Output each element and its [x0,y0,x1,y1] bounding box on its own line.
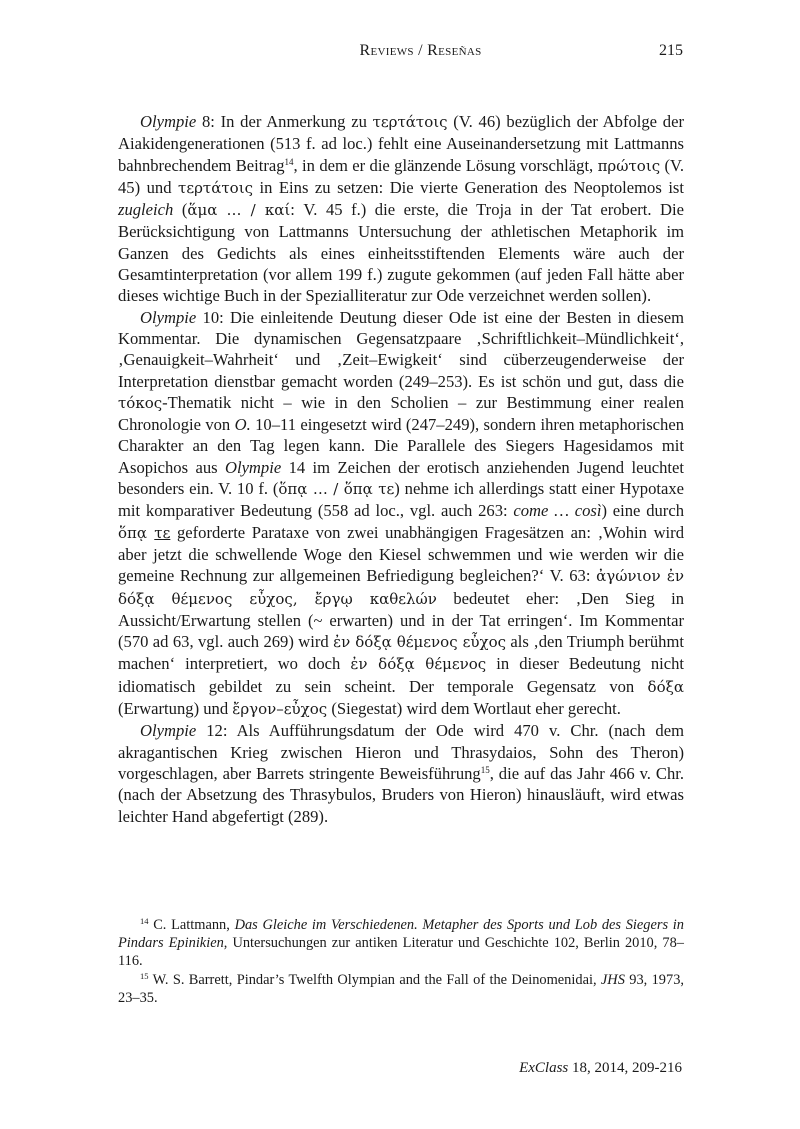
text-run: ( [173,200,188,220]
paragraph-olympie-8 [118,111,684,307]
greek-text: ἔργον–εὖχος [232,700,328,719]
running-head: Reviews / Reseñas [359,42,482,59]
italic-text: Das Gleiche im Verschiedenen. Metapher des Sports und Lob des Siegers in Pindars Epinikien [118,917,684,952]
journal-name: ExClass [519,1060,569,1076]
greek-text-underlined: τε [154,523,171,542]
text-run: 10–11 eingesetzt wird (247–249), sondern ihren metaphorischen Charakter an den Tag legen kann. Die Parallele des Siegers Hagesidamos mit Asopichos aus [118,415,684,477]
text-run: C. Lattmann, [148,917,235,933]
journal-citation [519,1060,682,1077]
text-run: 8: In der Anmerkung zu [196,112,373,131]
text-run: geforderte Parataxe von zwei unabhängigen Fragesätzen an: ‚Wohin wird aber jetzt die schwellende Woge den Kiesel schwemmen und wie werden wir die gemeine Rechnung zur allgemeinen Befriedigung begleichen?‘ V. 63: [118,522,684,586]
italic-text: zugleich [118,200,174,220]
text-run: als ‚den Triumph berühmt machen‘ interpretiert, wo doch [118,632,684,674]
greek-text: ἐν δόξᾳ θέμενος [350,655,487,674]
greek-text: ἐν δόξᾳ θέμενος εὖχος [333,633,507,652]
text-run: in Eins zu setzen: Die vierte Generation des Neoptolemos ist [252,177,685,197]
italic-text: Olympie [140,307,197,327]
body-text [118,111,684,827]
text-run: 14 im Zeichen der erotisch anziehenden Jugend leuchtet besonders ein. V. 10 f. ( [118,457,685,499]
text-run: , die auf das Jahr 466 v. Chr. (nach der Absetzung des Thrasybulos, Bruders von Hieron) hinausläuft, wird etwas leichter Hand abgefertigt (289). [118,763,685,826]
italic-text: Olympie [140,112,197,131]
text-run: , in dem er die glänzende Lösung vorschlägt, [293,155,598,175]
footnote-15 [118,971,684,1007]
footnote-ref: 14 [284,156,294,167]
text-run: (V. 46) bezüglich der Abfolge der Aiakidengenerationen (513 f. ad loc.) fehlt eine Auseinandersetzung mit Lattmanns bahnbrechendem Beitrag [118,112,684,175]
text-run: W. S. Barrett, Pindar’s Twelfth Olympian and the Fall of the Deinomenidai, [148,971,601,988]
text-run: in dieser Bedeutung nicht idiomatisch gebildet zu sein scheint. Der temporale Gegensatz von [118,654,685,696]
italic-text: JHS [600,971,625,988]
greek-text: ὅπᾳ … / ὅπᾳ τε [278,480,395,499]
text-run: ) eine durch [601,501,684,521]
text-run: (Siegestat) wird dem Wortlaut eher gerecht. [327,699,621,719]
italic-text: Olympie [140,721,197,741]
text-run: -Thematik nicht – wie in den Scholien – zur Bestimmung einer realen Chronologie von [118,392,684,435]
text-run: bedeutet eher: ‚Den Sieg in Aussicht/Erwartung stellen (~ erwarten) und in der Tat erringen‘. Im Kommentar (570 ad 63, vgl. auch 269) wird [118,588,684,652]
greek-text: ὅπᾳ [118,523,155,542]
greek-text: τερτάτοις [372,113,448,131]
page-number: 215 [659,42,683,59]
footnotes [118,916,684,1007]
paragraph-olympie-10 [118,307,684,721]
journal-volume-pages: 18, 2014, 209-216 [568,1060,682,1076]
italic-text: come … così [513,501,602,521]
text-run: 12: Als Aufführungsdatum der Ode wird 470 v. Chr. (nach dem akragantischen Krieg zwischen Hieron und Thrasydaios, Sohn des Theron) vorgeschlagen, aber Barrets stringente Beweisführung [118,721,684,783]
greek-text: τόκος [118,393,163,412]
greek-text: δόξα [647,677,684,696]
greek-text: ἅμα … / καί [187,201,291,220]
footnote-ref: 15 [480,764,490,775]
paragraph-olympie-12 [118,720,684,826]
text-run: (V. 45) und [118,155,684,197]
text-run: : V. 45 f.) die erste, die Troja in der Tat erobert. Die Berücksichtigung von Lattmanns Untersuchung der athletischen Metaphorik im Ganzen des Gedichts als eines einheitsstiftenden Elements wäre auch der Gesamtinterpretation (vor allem 199 f.) zugute gekommen (auf jeden Fall hätte aber dieses wichtige Buch in der Spezialliteratur zur Ode verzeichnet werden sollen). [118,200,684,306]
text-run: 10: Die einleitende Deutung dieser Ode ist eine der Besten in diesem Kommentar. Die dynamischen Gegensatzpaare ‚Schriftlichkeit–Mündlichkeit‘, ‚Genauigkeit–Wahrheit‘ und ‚Zeit–Ewigkeit‘ sind cüberzeugenderweise der Interpretation dienstbar gemacht worden (249–253). Es ist schön und gut, dass die [118,307,684,391]
footnote-14 [118,916,684,971]
text-run: ) nehme ich allerdings statt einer Hypotaxe mit komparativer Bedeutung (558 ad loc., vgl. auch 263: [118,479,685,521]
text-run: 93, 1973, 23–35. [118,971,684,1006]
italic-text: Olympie [224,457,282,477]
italic-text: O. [234,415,251,435]
footnote-ref: 15 [140,970,149,981]
text-run: (Erwartung) und [118,699,233,719]
page-header [118,42,683,66]
footnote-ref: 14 [140,916,149,926]
text-run: , Untersuchungen zur antiken Literatur und Geschichte 102, Berlin 2010, 78–116. [118,935,684,970]
greek-text: ἀγώνιον ἐν δόξᾳ θέμενος εὖχος, ἔργῳ καθελών [118,567,684,608]
greek-text: πρώτοις [597,156,661,175]
greek-text: τερτάτοις [178,178,253,197]
